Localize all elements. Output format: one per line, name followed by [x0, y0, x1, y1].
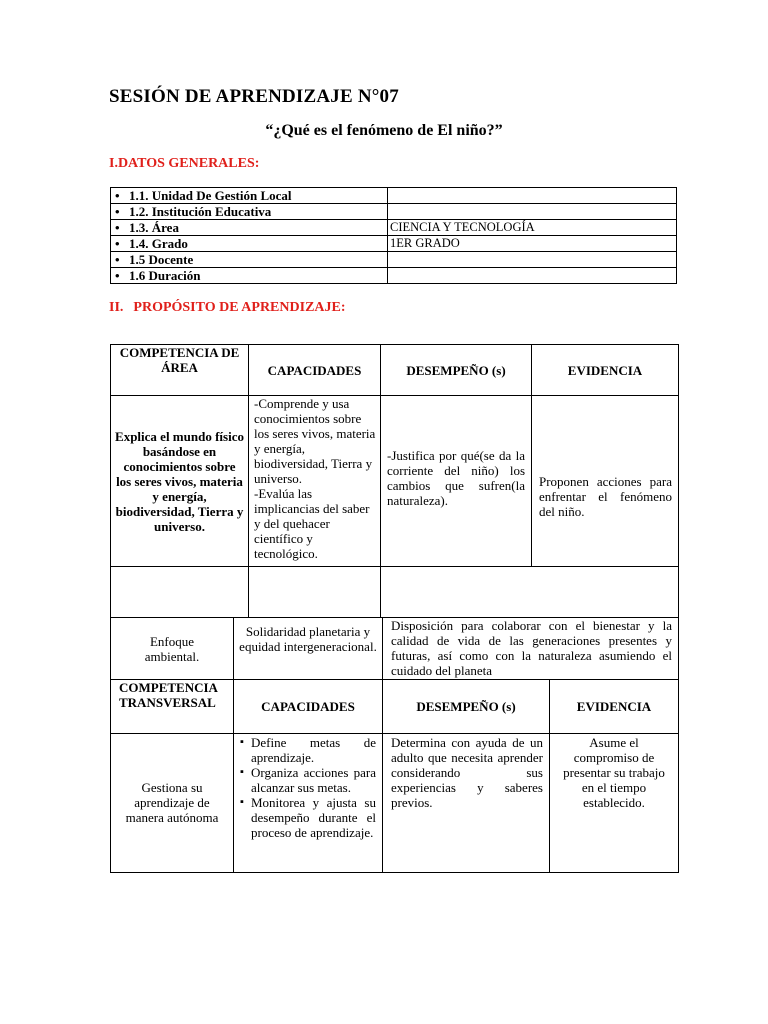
capacidades-cell: [248, 395, 381, 567]
header-evidencia-transversal: EVIDENCIA: [549, 679, 679, 734]
header-desempeno: DESEMPEÑO (s): [380, 344, 532, 396]
row-value: [388, 252, 677, 268]
list-item: ▪ Monitorea y ajusta su desempeño durante el proceso de aprendizaje.: [240, 795, 376, 840]
row-label: 1.1. Unidad De Gestión Local: [129, 188, 292, 203]
bullet-icon: •: [115, 204, 120, 219]
row-label: 1.6 Duración: [129, 268, 201, 283]
section2-title: PROPÓSITO DE APRENDIZAJE:: [133, 300, 346, 315]
competencia-area-text: Explica el mundo físico basándose en conocimientos sobre los seres vivos, materia y energía, biodiversidad, Tierra y universo.: [110, 395, 249, 567]
capacidad-item: -Comprende y usa conocimientos sobre los seres vivos, materia y energía, biodiversidad, Tierra y universo.: [254, 396, 376, 486]
list-item: ▪ Organiza acciones para alcanzar sus metas.: [240, 765, 376, 795]
row-label: 1.5 Docente: [129, 252, 194, 267]
session-subtitle: “¿Qué es el fenómeno de El niño?”: [265, 122, 503, 139]
header-capacidades: CAPACIDADES: [248, 344, 381, 396]
row-value: [388, 188, 677, 204]
capacidades-transversal-cell: [233, 733, 383, 873]
bullet-icon: •: [115, 252, 120, 267]
section1-heading: I.DATOS GENERALES:: [109, 156, 260, 171]
evidencia-text: Proponen acciones para enfrentar el fenómeno del niño.: [531, 395, 679, 567]
evidencia-transversal-text: Asume el compromiso de presentar su trabajo en el tiempo establecido.: [549, 733, 679, 873]
competencia-transversal-text: Gestiona su aprendizaje de manera autónoma: [110, 733, 234, 873]
section2-number: II.: [109, 300, 124, 315]
header-competencia-transversal: COMPETENCIA TRANSVERSAL: [110, 679, 234, 734]
row-label: 1.2. Institución Educativa: [129, 204, 272, 219]
empty-cell: [380, 566, 679, 618]
table-row: [111, 252, 677, 268]
capacidades-list: [240, 735, 376, 840]
bullet-icon: •: [115, 220, 120, 235]
header-capacidades-transversal: CAPACIDADES: [233, 679, 383, 734]
row-value: 1ER GRADO: [388, 236, 677, 252]
header-evidencia: EVIDENCIA: [531, 344, 679, 396]
session-title: SESIÓN DE APRENDIZAJE N°07: [109, 86, 399, 107]
empty-cell: [248, 566, 381, 618]
header-desempeno-transversal: DESEMPEÑO (s): [382, 679, 550, 734]
table-row: [111, 236, 677, 252]
table-row: [111, 188, 677, 204]
header-competencia-area: COMPETENCIA DE ÁREA: [110, 344, 249, 396]
row-value: CIENCIA Y TECNOLOGÍA: [388, 220, 677, 236]
enfoque-valor: Solidaridad planetaria y equidad intergeneracional.: [233, 617, 383, 680]
desempeno-transversal-text: Determina con ayuda de un adulto que necesita aprender considerando sus experiencias y saberes previos.: [382, 733, 550, 873]
row-value: [388, 268, 677, 284]
general-data-table: [110, 187, 677, 284]
empty-cell: [110, 566, 249, 618]
capacidad-item: -Evalúa las implicancias del saber y del quehacer científico y tecnológico.: [254, 486, 370, 561]
bullet-icon: •: [115, 188, 120, 203]
table-row: [111, 268, 677, 284]
list-item: ▪ Define metas de aprendizaje.: [240, 735, 376, 765]
row-label: 1.3. Área: [129, 220, 179, 235]
table-row: [111, 220, 677, 236]
table-row: [111, 204, 677, 220]
row-value: [388, 204, 677, 220]
bullet-icon: •: [115, 268, 120, 283]
bullet-icon: •: [115, 236, 120, 251]
enfoque-name: Enfoque ambiental.: [110, 617, 234, 680]
row-label: 1.4. Grado: [129, 236, 188, 251]
enfoque-descripcion: Disposición para colaborar con el bienestar y la calidad de vida de las generaciones presentes y futuras, así como con la naturaleza asumiendo el cuidado del planeta: [382, 617, 679, 680]
desempeno-text: -Justifica por qué(se da la corriente del niño) los cambios que sufren(la naturaleza).: [380, 395, 532, 567]
section2-heading: [109, 300, 346, 316]
